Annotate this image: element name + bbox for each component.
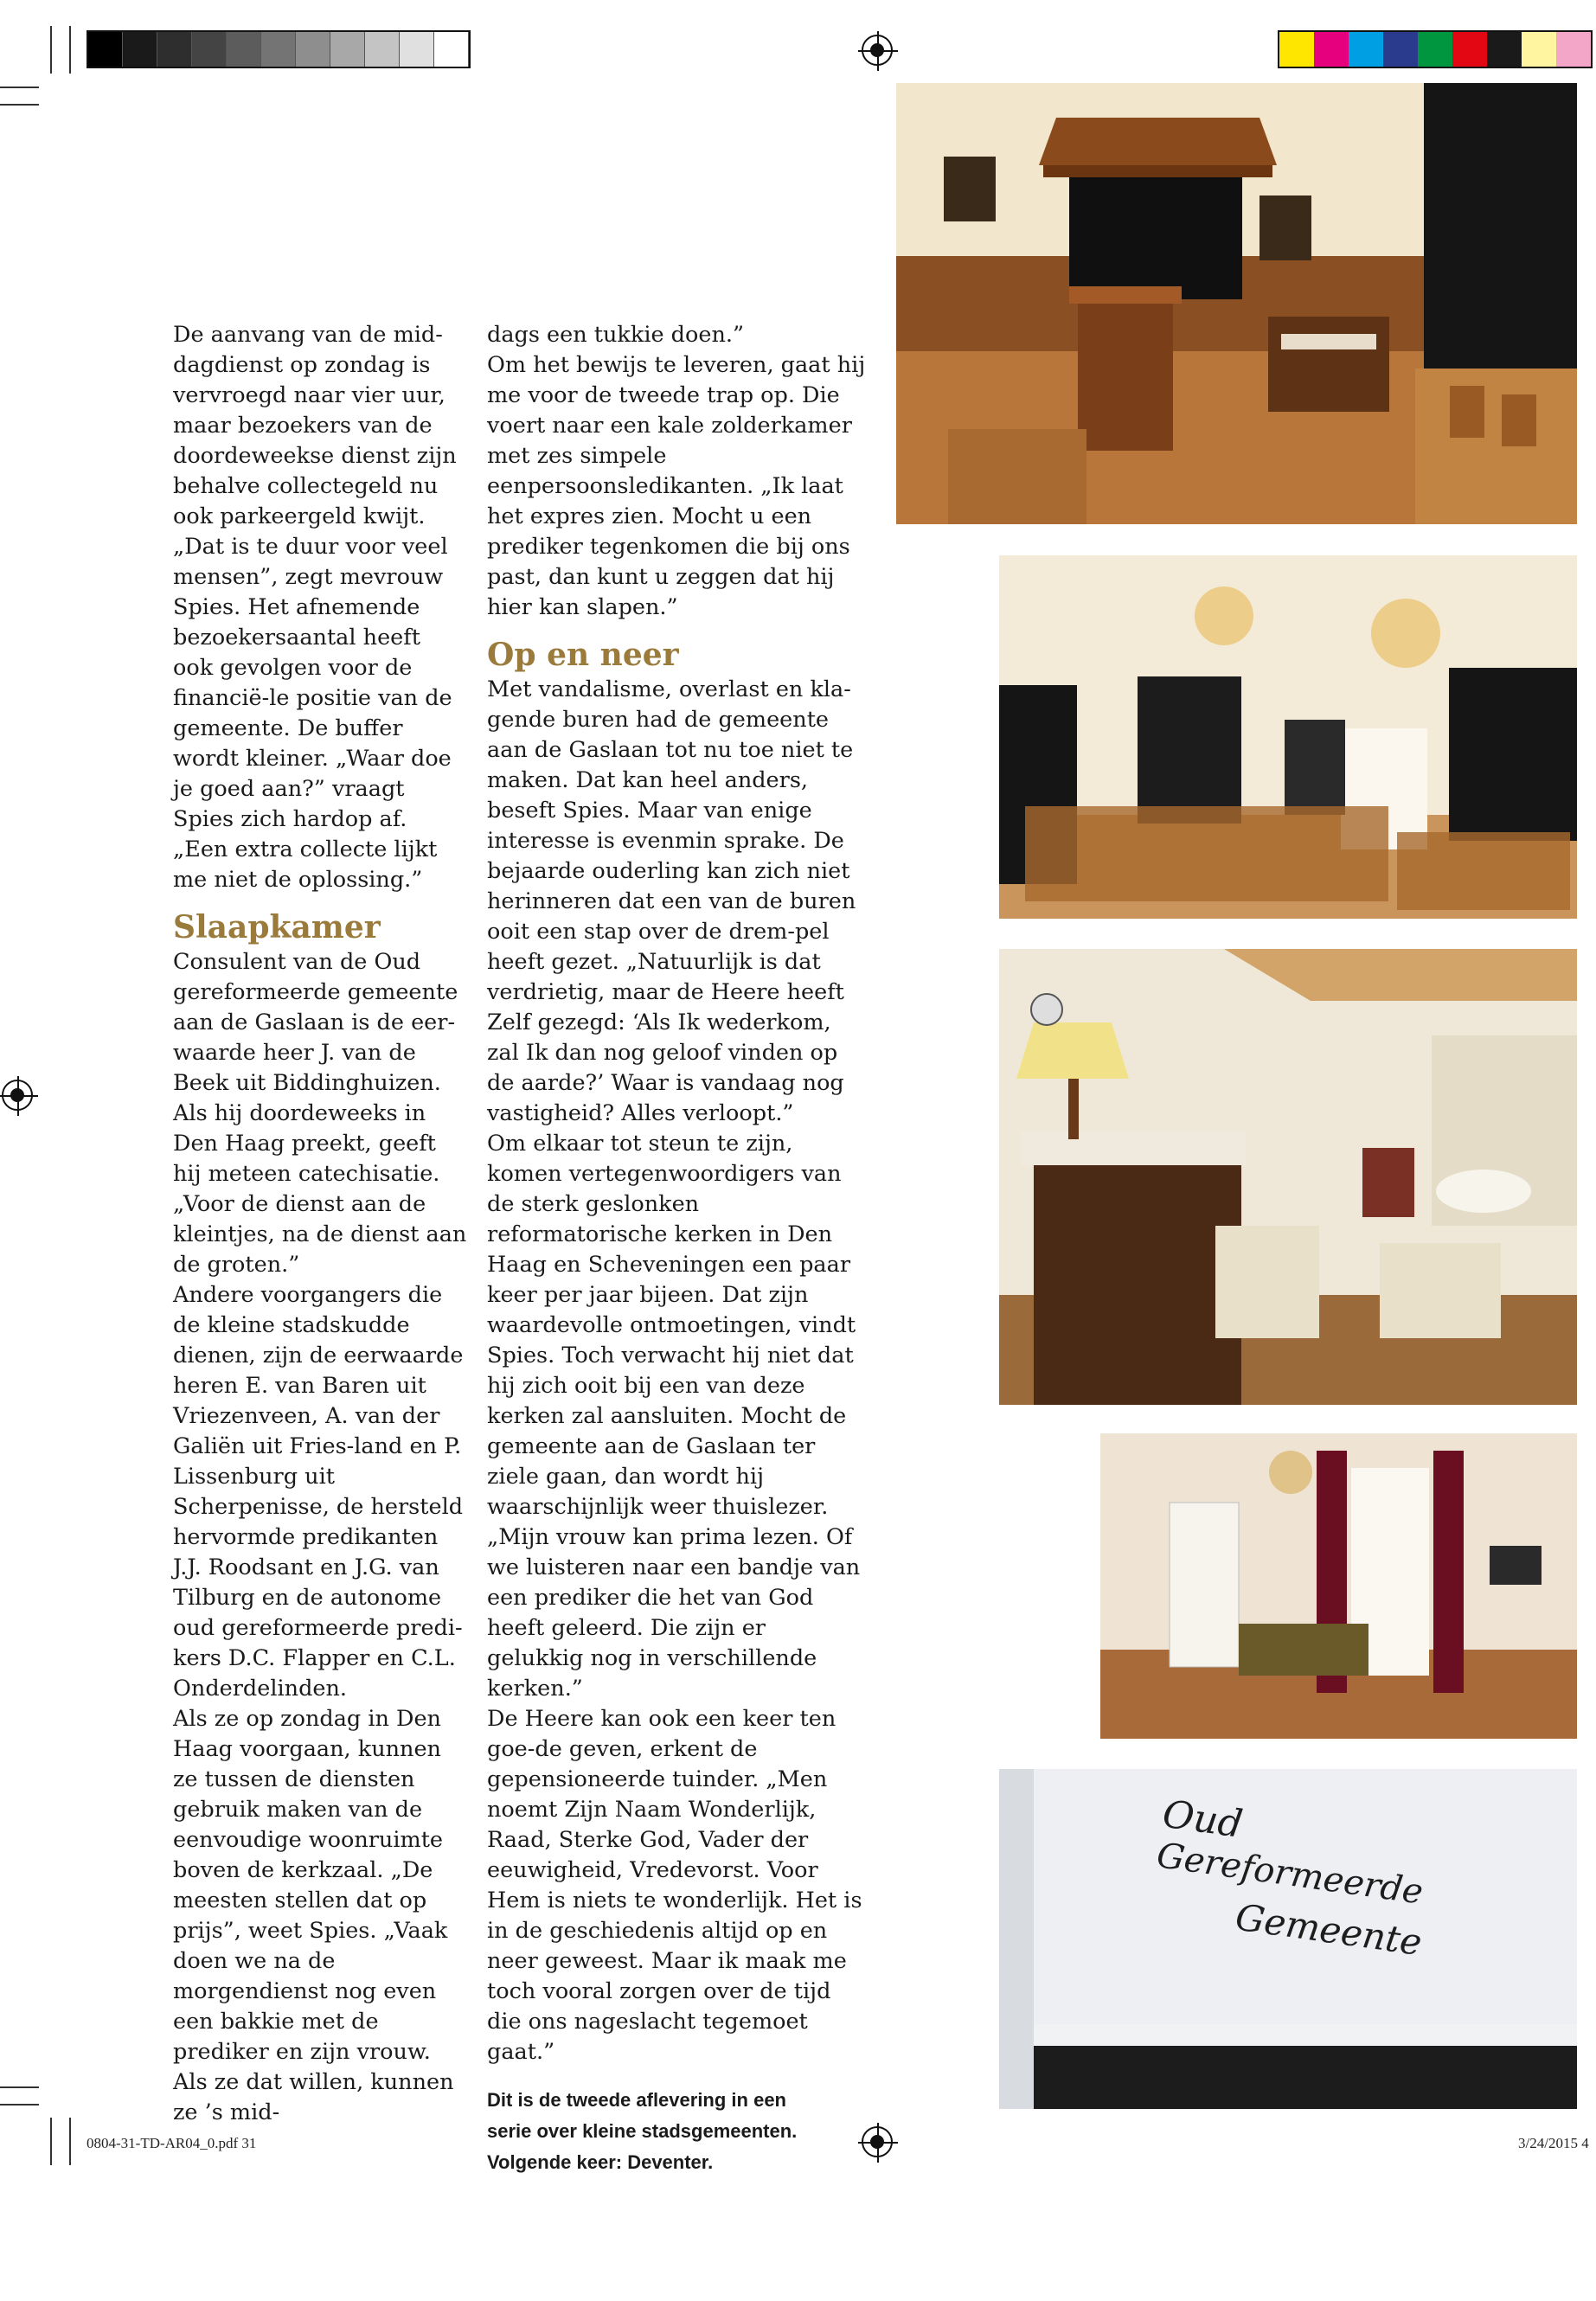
color-swatch	[1314, 32, 1349, 67]
body-paragraph: dags een tukkie doen.”	[487, 322, 745, 348]
section-heading-slaapkamer: Slaapkamer	[173, 909, 381, 945]
body-paragraph: Om elkaar tot steun te zijn, komen vertegenwoordigers van de sterk geslonken reformatorische kerken in Den Haag en Scheveningen een paar keer per jaar bijeen. Dat zijn waardevolle ontmoetingen, vindt Spies. Toch verwacht hij niet dat hij zich ooit bij een van deze kerken zal aansluiten. Mocht de gemeente aan de Gaslaan ter ziele gaan, dan wordt hij waarschijnlijk weer thuislezer. „Mijn vrouw kan prima lezen. Of we luisteren naar een bandje van een prediker die het van God heeft geleerd. Die zijn er gelukkig nog in verschillende kerken.”	[487, 1131, 861, 1702]
crop-mark	[0, 104, 39, 106]
sign-line: Gemeente	[1233, 1895, 1425, 1965]
registration-mark-icon	[862, 35, 893, 66]
grey-swatch	[261, 32, 296, 67]
color-calibration-bar	[1278, 30, 1593, 68]
body-paragraph: „Dat is te duur voor veel mensen”, zegt mevrouw Spies. Het afnemende bezoekersaantal heeft ook gevolgen voor de financië-le positie van de gemeente. De buffer wordt kleiner. „Waar doe je goed aan?” vraagt Spies zich hardop af. „Een extra collecte lijkt me niet de oplossing.”	[173, 534, 452, 893]
section-heading-op-en-neer: Op en neer	[487, 637, 679, 673]
photo-church-sign	[999, 1769, 1577, 2109]
grey-calibration-bar	[87, 30, 471, 68]
crop-mark	[69, 26, 71, 74]
color-swatch	[1556, 32, 1591, 67]
color-swatch	[1349, 32, 1383, 67]
registration-mark-icon	[2, 1080, 33, 1111]
color-swatch	[1279, 32, 1314, 67]
body-paragraph: Om het bewijs te leveren, gaat hij me voor de tweede trap op. Die voert naar een kale zolderkamer met zes simpele eenpersoonsledikanten. „Ik laat het expres zien. Mocht u een prediker tegenkomen die bij ons past, dan kunt u zeggen dat hij hier kan slapen.”	[487, 352, 866, 620]
footer-file-name: 0804-31-TD-AR04_0.pdf 31	[87, 2135, 257, 2151]
grey-swatch	[296, 32, 330, 67]
grey-swatch	[192, 32, 227, 67]
color-swatch	[1418, 32, 1452, 67]
sign-line: Oud	[1159, 1791, 1246, 1847]
color-swatch	[1383, 32, 1418, 67]
crop-mark	[0, 2086, 39, 2088]
series-note-line: Volgende keer: Deventer.	[487, 2151, 714, 2173]
body-paragraph: Als ze op zondag in Den Haag voorgaan, kunnen ze tussen de diensten gebruik maken van de eenvoudige woonruimte boven de kerkzaal. „De meesten stellen dat op prijs”, weet Spies. „Vaak doen we na de morgendienst nog even een bakkie met de prediker en zijn vrouw. Als ze dat willen, kunnen ze ’s mid-	[173, 1706, 454, 2125]
grey-swatch	[400, 32, 434, 67]
photo-church-hall	[999, 555, 1577, 919]
crop-mark	[50, 2118, 52, 2165]
photo-sitting-room	[999, 949, 1577, 1405]
series-note	[487, 2085, 868, 2178]
sign-line: Gereformeerde	[1154, 1836, 1426, 1913]
body-paragraph: Consulent van de Oud gereformeerde gemeente aan de Gaslaan is de eer-waarde heer J. van de Beek uit Biddinghuizen. Als hij doordeweeks in Den Haag preekt, geeft hij meteen catechisatie. „Voor de dienst aan de kleintjes, na de dienst aan de groten.”	[173, 949, 467, 1278]
grey-swatch	[434, 32, 469, 67]
photo-study-room	[1100, 1433, 1577, 1739]
grey-swatch	[330, 32, 365, 67]
grey-swatch	[365, 32, 400, 67]
crop-mark	[69, 2118, 71, 2165]
grey-swatch	[157, 32, 192, 67]
photo-pulpit-organ	[896, 83, 1577, 524]
series-note-line: Dit is de tweede aflevering in een	[487, 2089, 786, 2111]
color-swatch	[1452, 32, 1487, 67]
article-column-1	[173, 320, 467, 2128]
crop-mark	[0, 2104, 39, 2106]
grey-swatch	[123, 32, 157, 67]
grey-swatch	[227, 32, 261, 67]
body-paragraph: De aanvang van de mid-dagdienst op zondag is vervroegd naar vier uur, maar bezoekers van de doordeweekse dienst zijn behalve collectegeld nu ook parkeergeld kwijt.	[173, 322, 457, 529]
grey-swatch	[88, 32, 123, 67]
color-swatch	[1487, 32, 1522, 67]
crop-mark	[50, 26, 52, 74]
body-paragraph: Met vandalisme, overlast en kla-gende buren had de gemeente aan de Gaslaan tot nu toe niet te maken. Dat kan heel anders, beseft Spies. Maar van enige interesse is evenmin sprake. De bejaarde ouderling kan zich niet herinneren dat een van de buren ooit een stap over de drem-pel heeft gezet. „Natuurlijk is dat verdrietig, maar de Heere heeft Zelf gezegd: ‘Als Ik wederkom, zal Ik dan nog geloof vinden op de aarde?’ Waar is vandaag nog vastigheid? Alles verloopt.”	[487, 676, 856, 1126]
body-paragraph: De Heere kan ook een keer ten goe-de geven, erkent de gepensioneerde tuinder. „Men noemt Zijn Naam Wonderlijk, Raad, Sterke God, Vader der eeuwigheid, Vredevorst. Voor Hem is niets te wonderlijk. Het is in de geschiedenis altijd op en neer geweest. Maar ik maak me toch vooral zorgen over de tijd die ons nageslacht tegemoet gaat.”	[487, 1706, 862, 2065]
series-note-line: serie over kleine stadsgemeenten.	[487, 2120, 798, 2142]
footer-date: 3/24/2015 4	[1518, 2135, 1589, 2151]
body-paragraph: Andere voorgangers die de kleine stadskudde dienen, zijn de eerwaarde heren E. van Baren uit Vriezenveen, A. van der Galiën uit Fries-land en P. Lissenburg uit Scherpenisse, de hersteld hervormde predikanten J.J. Roodsant en J.G. van Tilburg en de autonome oud gereformeerde predi-kers D.C. Flapper en C.L. Onderdelinden.	[173, 1282, 464, 1702]
color-swatch	[1522, 32, 1556, 67]
crop-mark	[0, 87, 39, 88]
article-column-2	[487, 320, 868, 2178]
